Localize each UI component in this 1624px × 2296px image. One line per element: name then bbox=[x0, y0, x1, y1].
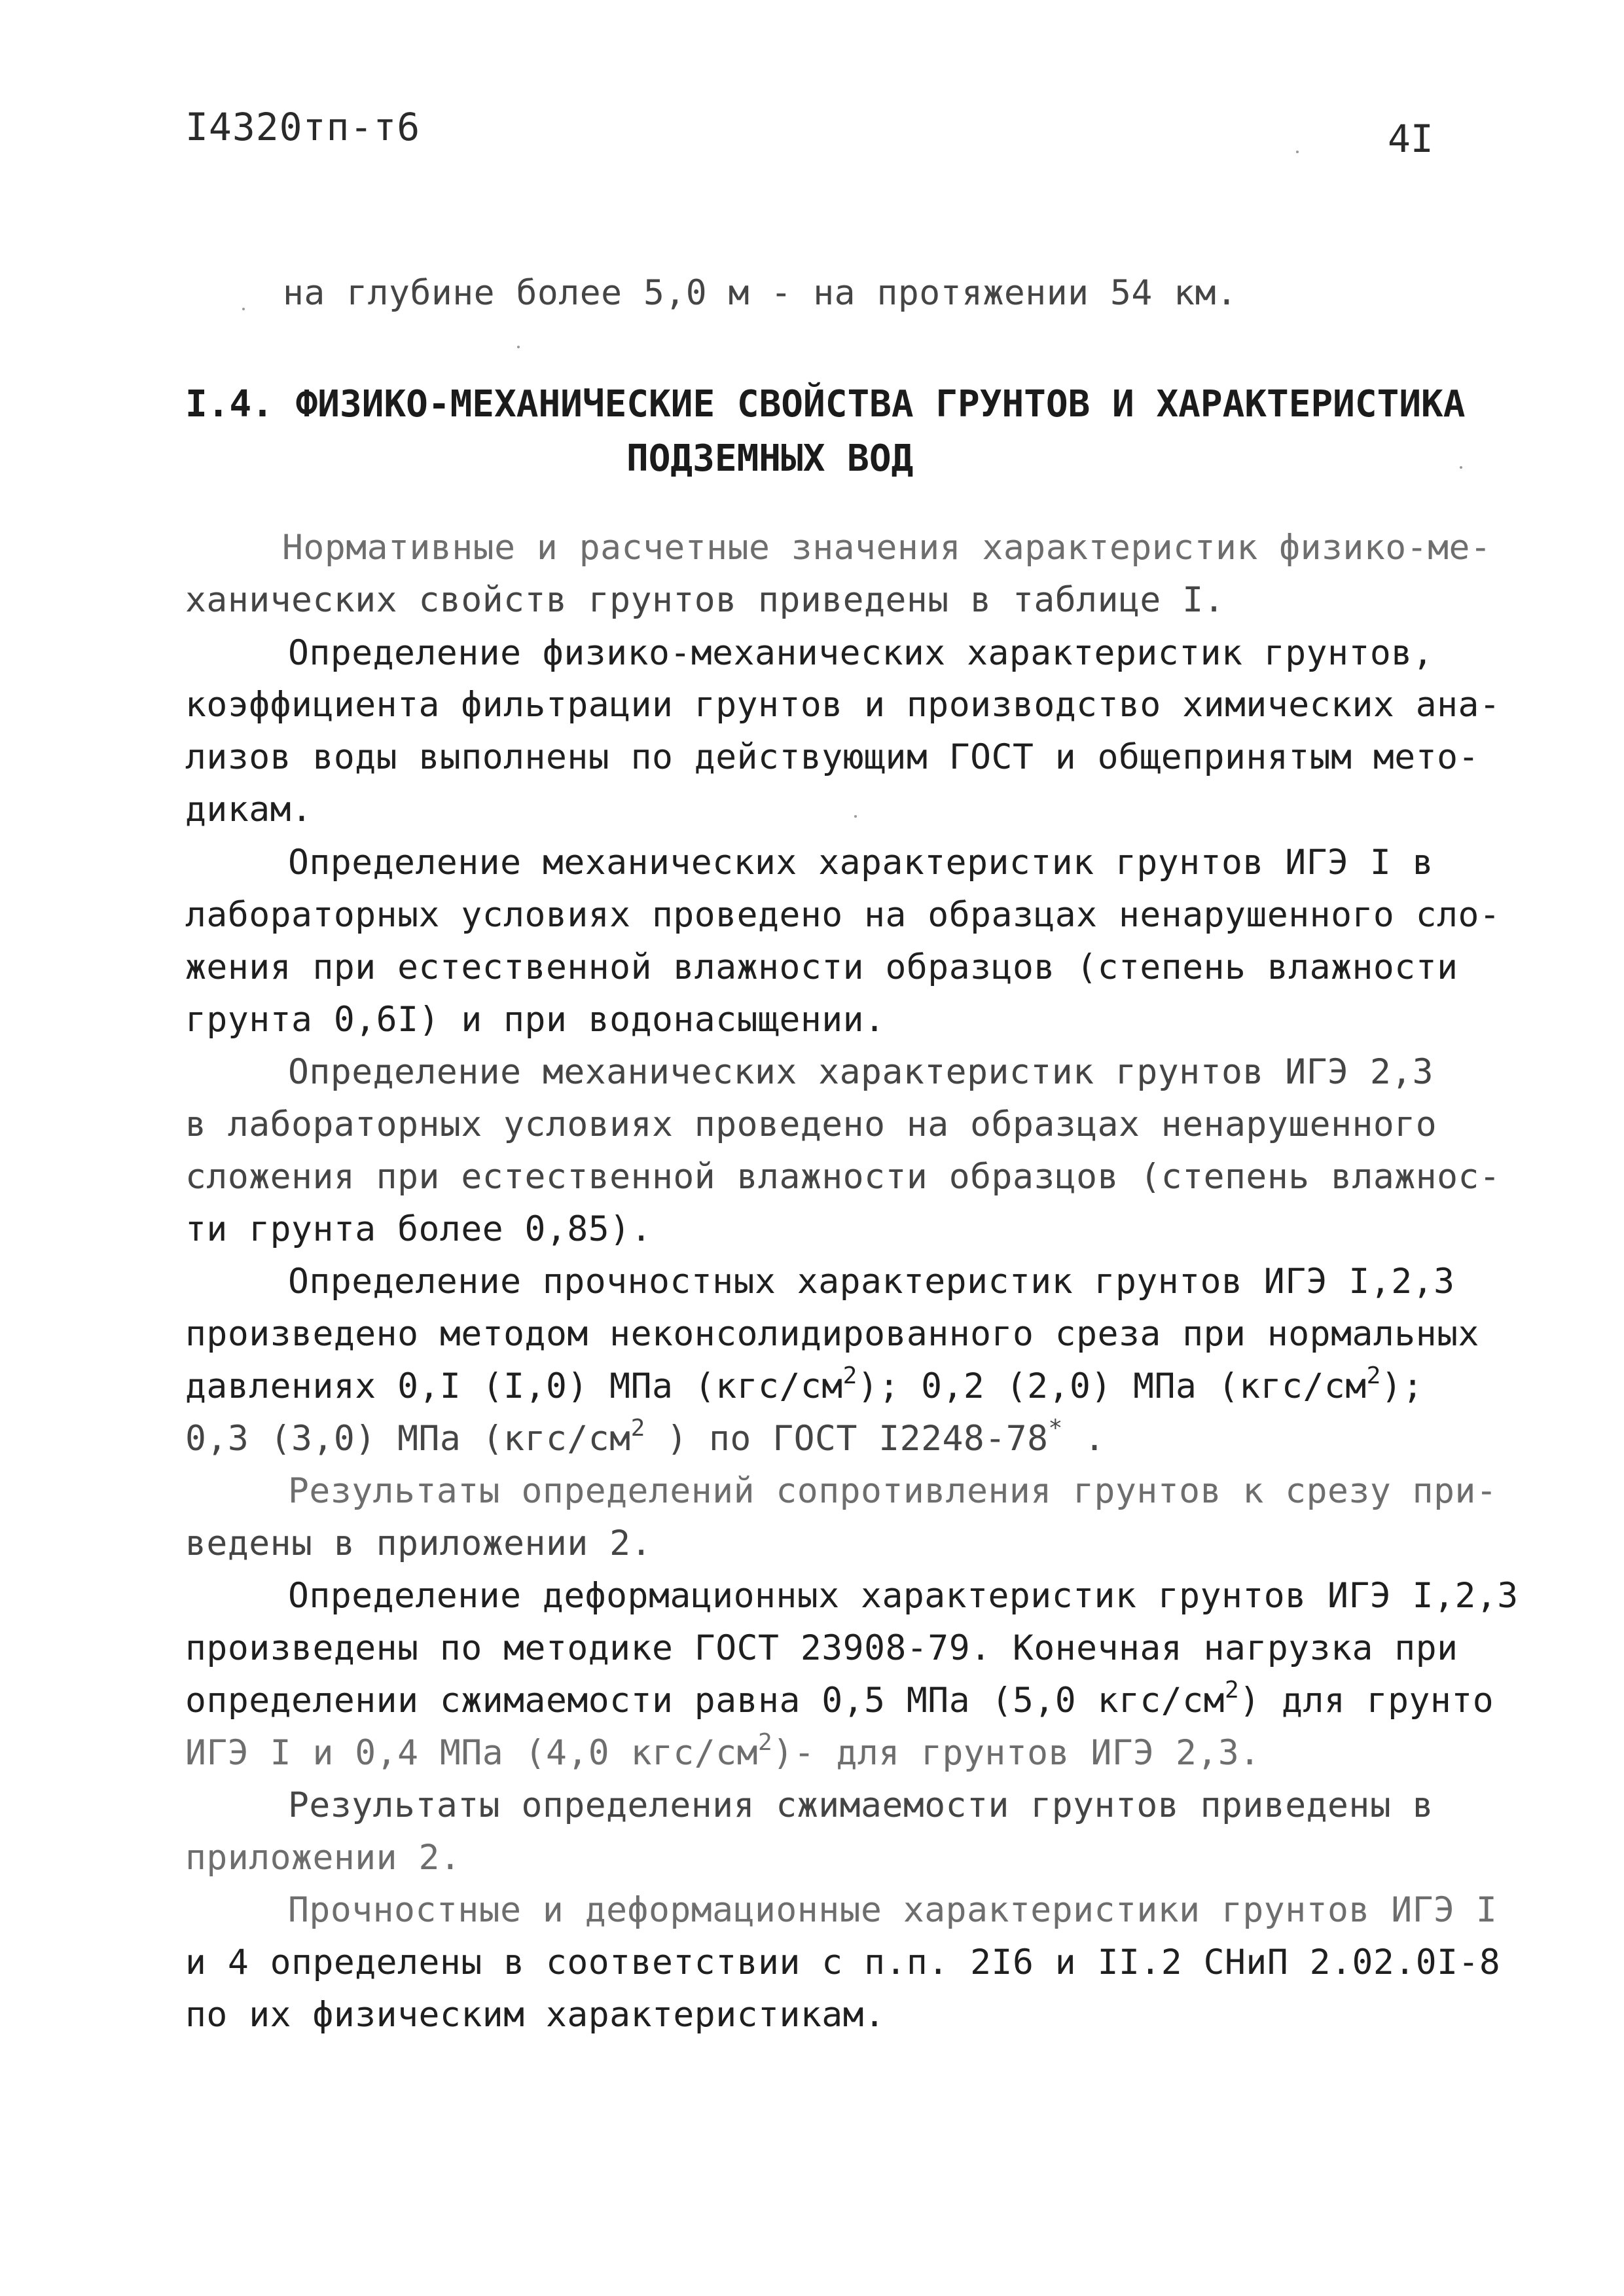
document-code: I4320тп-т6 bbox=[185, 105, 421, 149]
intro-line: на глубине более 5,0 м - на протяжении 54 км. bbox=[283, 273, 1238, 313]
paragraph-line: Нормативные и расчетные значения характеристик физико-ме- bbox=[282, 528, 1492, 568]
paragraph-line: лизов воды выполнены по действующим ГОСТ и общепринятым мето- bbox=[185, 737, 1479, 777]
paragraph-line: Определение механических характеристик грунтов ИГЭ 2,3 bbox=[288, 1052, 1434, 1092]
footnote-star: * bbox=[1048, 1415, 1063, 1442]
paragraph-line: коэффициента фильтрации грунтов и производство химических ана- bbox=[185, 685, 1501, 725]
paragraph-line: ИГЭ I и 0,4 МПа (4,0 кгс/$см^2)-$ для грунтов ИГЭ 2,3. bbox=[185, 1729, 1261, 1773]
paragraph-line: произведены по методике ГОСТ 23908-79. Конечная нагрузка при bbox=[185, 1628, 1458, 1668]
scan-speck bbox=[854, 815, 857, 818]
paragraph-line: по их физическим характеристикам. bbox=[185, 1995, 886, 2035]
paragraph-line: лабораторных условиях проведено на образцах ненарушенного сло- bbox=[185, 895, 1501, 935]
paragraph-line: жения при естественной влажности образцов (степень влажности bbox=[185, 947, 1458, 987]
paragraph-line: и 4 определены в соответствии с п.п. 2I6 и II.2 СНиП 2.02.0I-8 bbox=[185, 1942, 1501, 1982]
scan-speck bbox=[1296, 151, 1299, 153]
paragraph-line: Определение прочностных характеристик грунтов ИГЭ I,2,3 bbox=[288, 1262, 1455, 1302]
paragraph-line: ти грунта более 0,85). bbox=[185, 1209, 652, 1249]
paragraph-line: произведено методом неконсолидированного среза при нормальных bbox=[185, 1314, 1479, 1354]
section-title-line1: ФИЗИКО-МЕХАНИЧЕСКИЕ СВОЙСТВА ГРУНТОВ И ХАРАКТЕРИСТИКА bbox=[295, 383, 1466, 426]
scan-speck bbox=[242, 308, 245, 310]
section-title-line2: ПОДЗЕМНЫХ ВОД bbox=[626, 437, 914, 480]
paragraph-line: приложении 2. bbox=[185, 1838, 461, 1878]
section-heading bbox=[185, 383, 1465, 426]
paragraph-line: ведены в приложении 2. bbox=[185, 1523, 652, 1563]
superscript: 2 bbox=[630, 1415, 645, 1442]
superscript: 2 bbox=[758, 1729, 773, 1756]
section-number: I.4. bbox=[185, 383, 274, 426]
paragraph-line: Определение деформационных характеристик грунтов ИГЭ I,2,3 bbox=[288, 1576, 1519, 1616]
paragraph-line: определении сжимаемости равна 0,5 МПа (5,0 кгс/$см^2$) для грунто bbox=[185, 1677, 1494, 1721]
paragraph-line: ханических свойств грунтов приведены в таблице I. bbox=[185, 580, 1225, 620]
paragraph-line: сложения при естественной влажности образцов (степень влажнос- bbox=[185, 1157, 1501, 1197]
paragraph-line: 0,3 (3,0) МПа ($кгс/см^2$ ) по ГОСТ I2248-78* . bbox=[185, 1415, 1106, 1459]
paragraph-line: давлениях 0,I (I,0) МПа $(кгс/см^2)$; 0,2 (2,0) МПа $(кгс/см^2)$; bbox=[185, 1362, 1424, 1406]
scan-speck bbox=[517, 346, 520, 348]
paragraph-line: в лабораторных условиях проведено на образцах ненарушенного bbox=[185, 1104, 1437, 1144]
paragraph-line: грунта 0,6I) и при водонасыщении. bbox=[185, 1000, 886, 1040]
scan-speck bbox=[1460, 466, 1462, 469]
paragraph-line: дикам. bbox=[185, 790, 313, 829]
paragraph-line: Результаты определений сопротивления грунтов к срезу при- bbox=[288, 1471, 1498, 1511]
paragraph-line: Прочностные и деформационные характеристики грунтов ИГЭ I bbox=[288, 1890, 1498, 1930]
paragraph-line: Определение физико-механических характеристик грунтов, bbox=[288, 633, 1434, 673]
page-number: 4I bbox=[1388, 117, 1434, 161]
superscript: 2 bbox=[1225, 1677, 1240, 1704]
superscript: 2 bbox=[842, 1362, 857, 1389]
paragraph-line: Результаты определения сжимаемости грунтов приведены в bbox=[288, 1785, 1434, 1825]
paragraph-line: Определение механических характеристик грунтов ИГЭ I в bbox=[288, 843, 1434, 883]
superscript: 2 bbox=[1366, 1362, 1381, 1389]
